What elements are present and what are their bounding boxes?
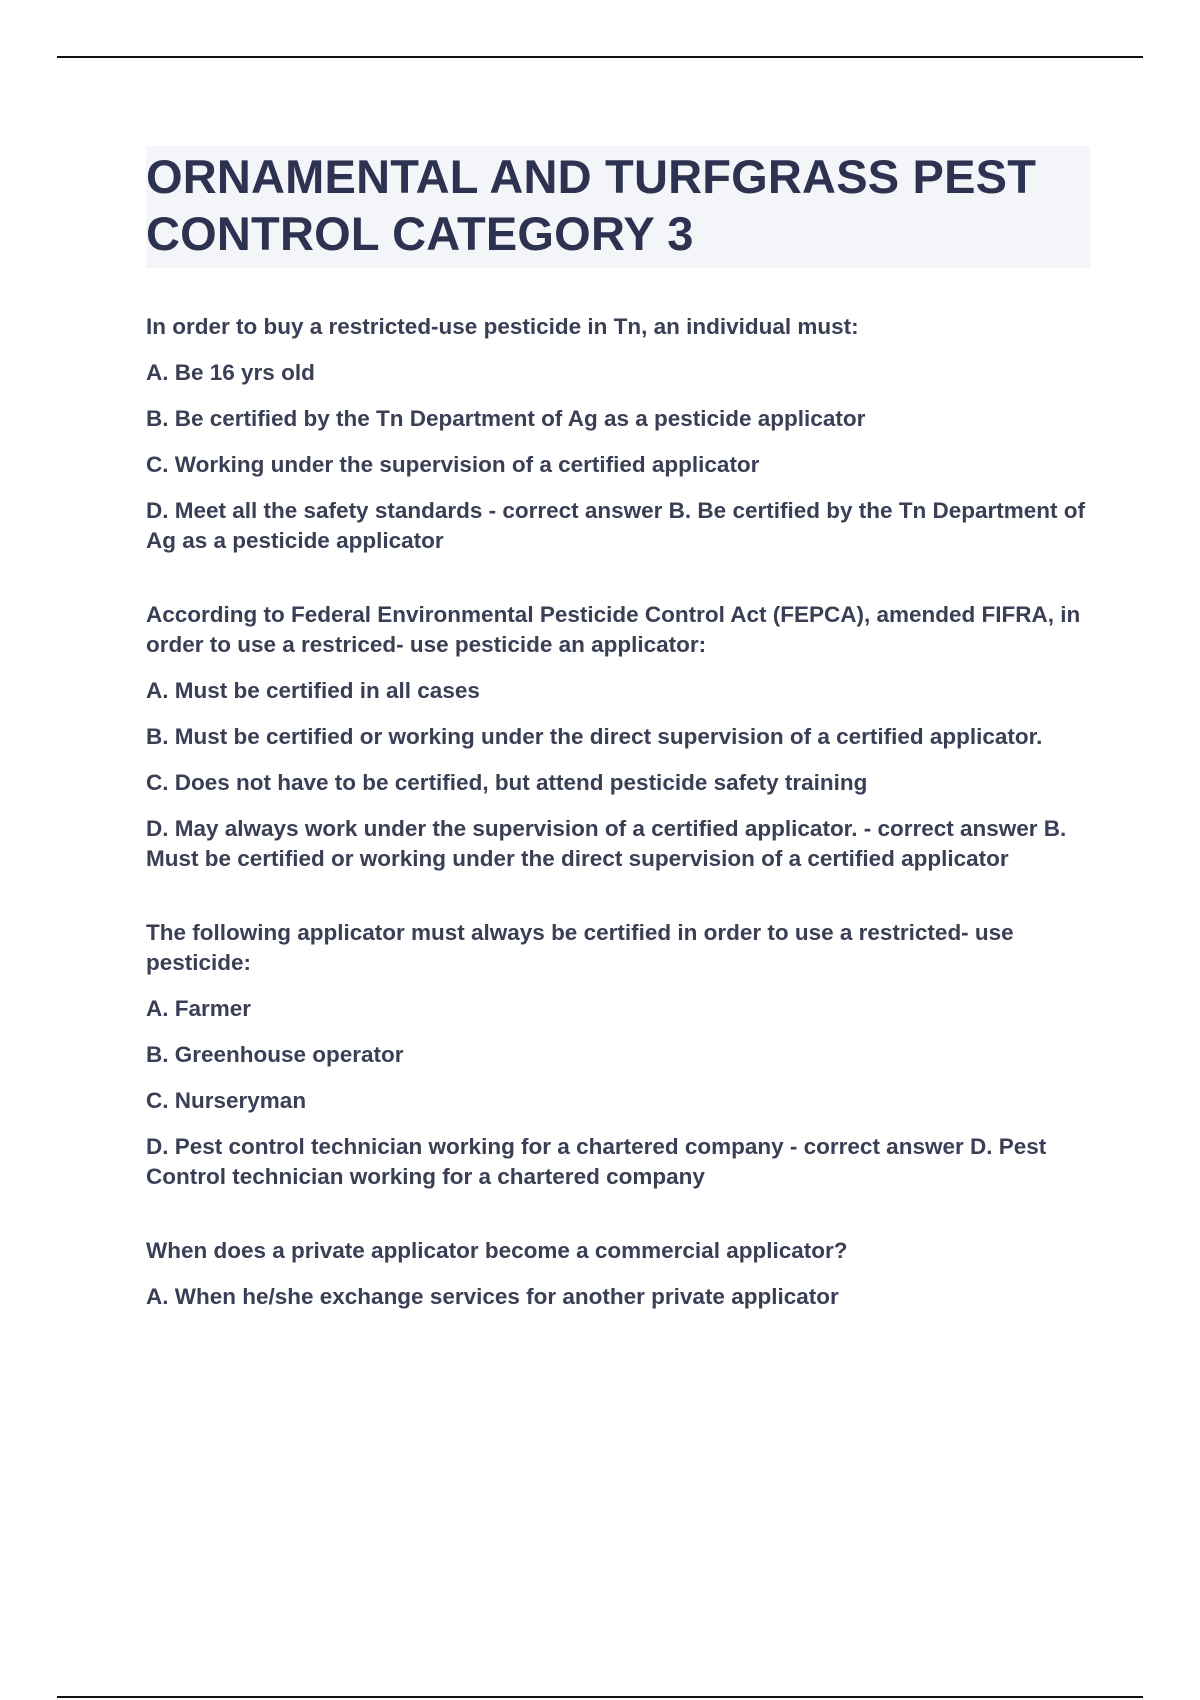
bottom-divider <box>57 1696 1143 1698</box>
question-text: When does a private applicator become a commercial applicator? <box>146 1238 848 1263</box>
answer-option: D. May always work under the supervision of a certified applicator. - correct answer B. Must be certified or working under the direct supervision of a certified applicator <box>146 816 1067 871</box>
title-block <box>146 146 1090 268</box>
answer-option: A. When he/she exchange services for another private applicator <box>146 1284 839 1309</box>
document-body <box>146 146 1090 1356</box>
answer-option: B. Greenhouse operator <box>146 1042 404 1067</box>
answer-option: C. Does not have to be certified, but attend pesticide safety training <box>146 770 868 795</box>
answer-option: C. Working under the supervision of a certified applicator <box>146 452 760 477</box>
answer-option: B. Be certified by the Tn Department of Ag as a pesticide applicator <box>146 406 866 431</box>
answer-option: A. Farmer <box>146 996 252 1021</box>
answer-option: D. Pest control technician working for a chartered company - correct answer D. Pest Control technician working for a chartered company <box>146 1134 1047 1189</box>
document-title: ORNAMENTAL AND TURFGRASS PEST CONTROL CATEGORY 3 <box>146 150 1037 260</box>
question-block-1 <box>146 312 1090 556</box>
question-block-4 <box>146 1236 1090 1312</box>
top-divider <box>57 56 1143 58</box>
answer-option: B. Must be certified or working under the direct supervision of a certified applicator. <box>146 724 1043 749</box>
question-text: In order to buy a restricted-use pesticide in Tn, an individual must: <box>146 314 859 339</box>
question-block-2 <box>146 600 1090 874</box>
question-text: According to Federal Environmental Pesticide Control Act (FEPCA), amended FIFRA, in order to use a restriced- use pesticide an applicator: <box>146 602 1081 657</box>
answer-option: D. Meet all the safety standards - correct answer B. Be certified by the Tn Department of Ag as a pesticide applicator <box>146 498 1085 553</box>
answer-option: A. Be 16 yrs old <box>146 360 315 385</box>
question-text: The following applicator must always be certified in order to use a restricted- use pesticide: <box>146 920 1014 975</box>
answer-option: C. Nurseryman <box>146 1088 307 1113</box>
answer-option: A. Must be certified in all cases <box>146 678 480 703</box>
question-block-3 <box>146 918 1090 1192</box>
